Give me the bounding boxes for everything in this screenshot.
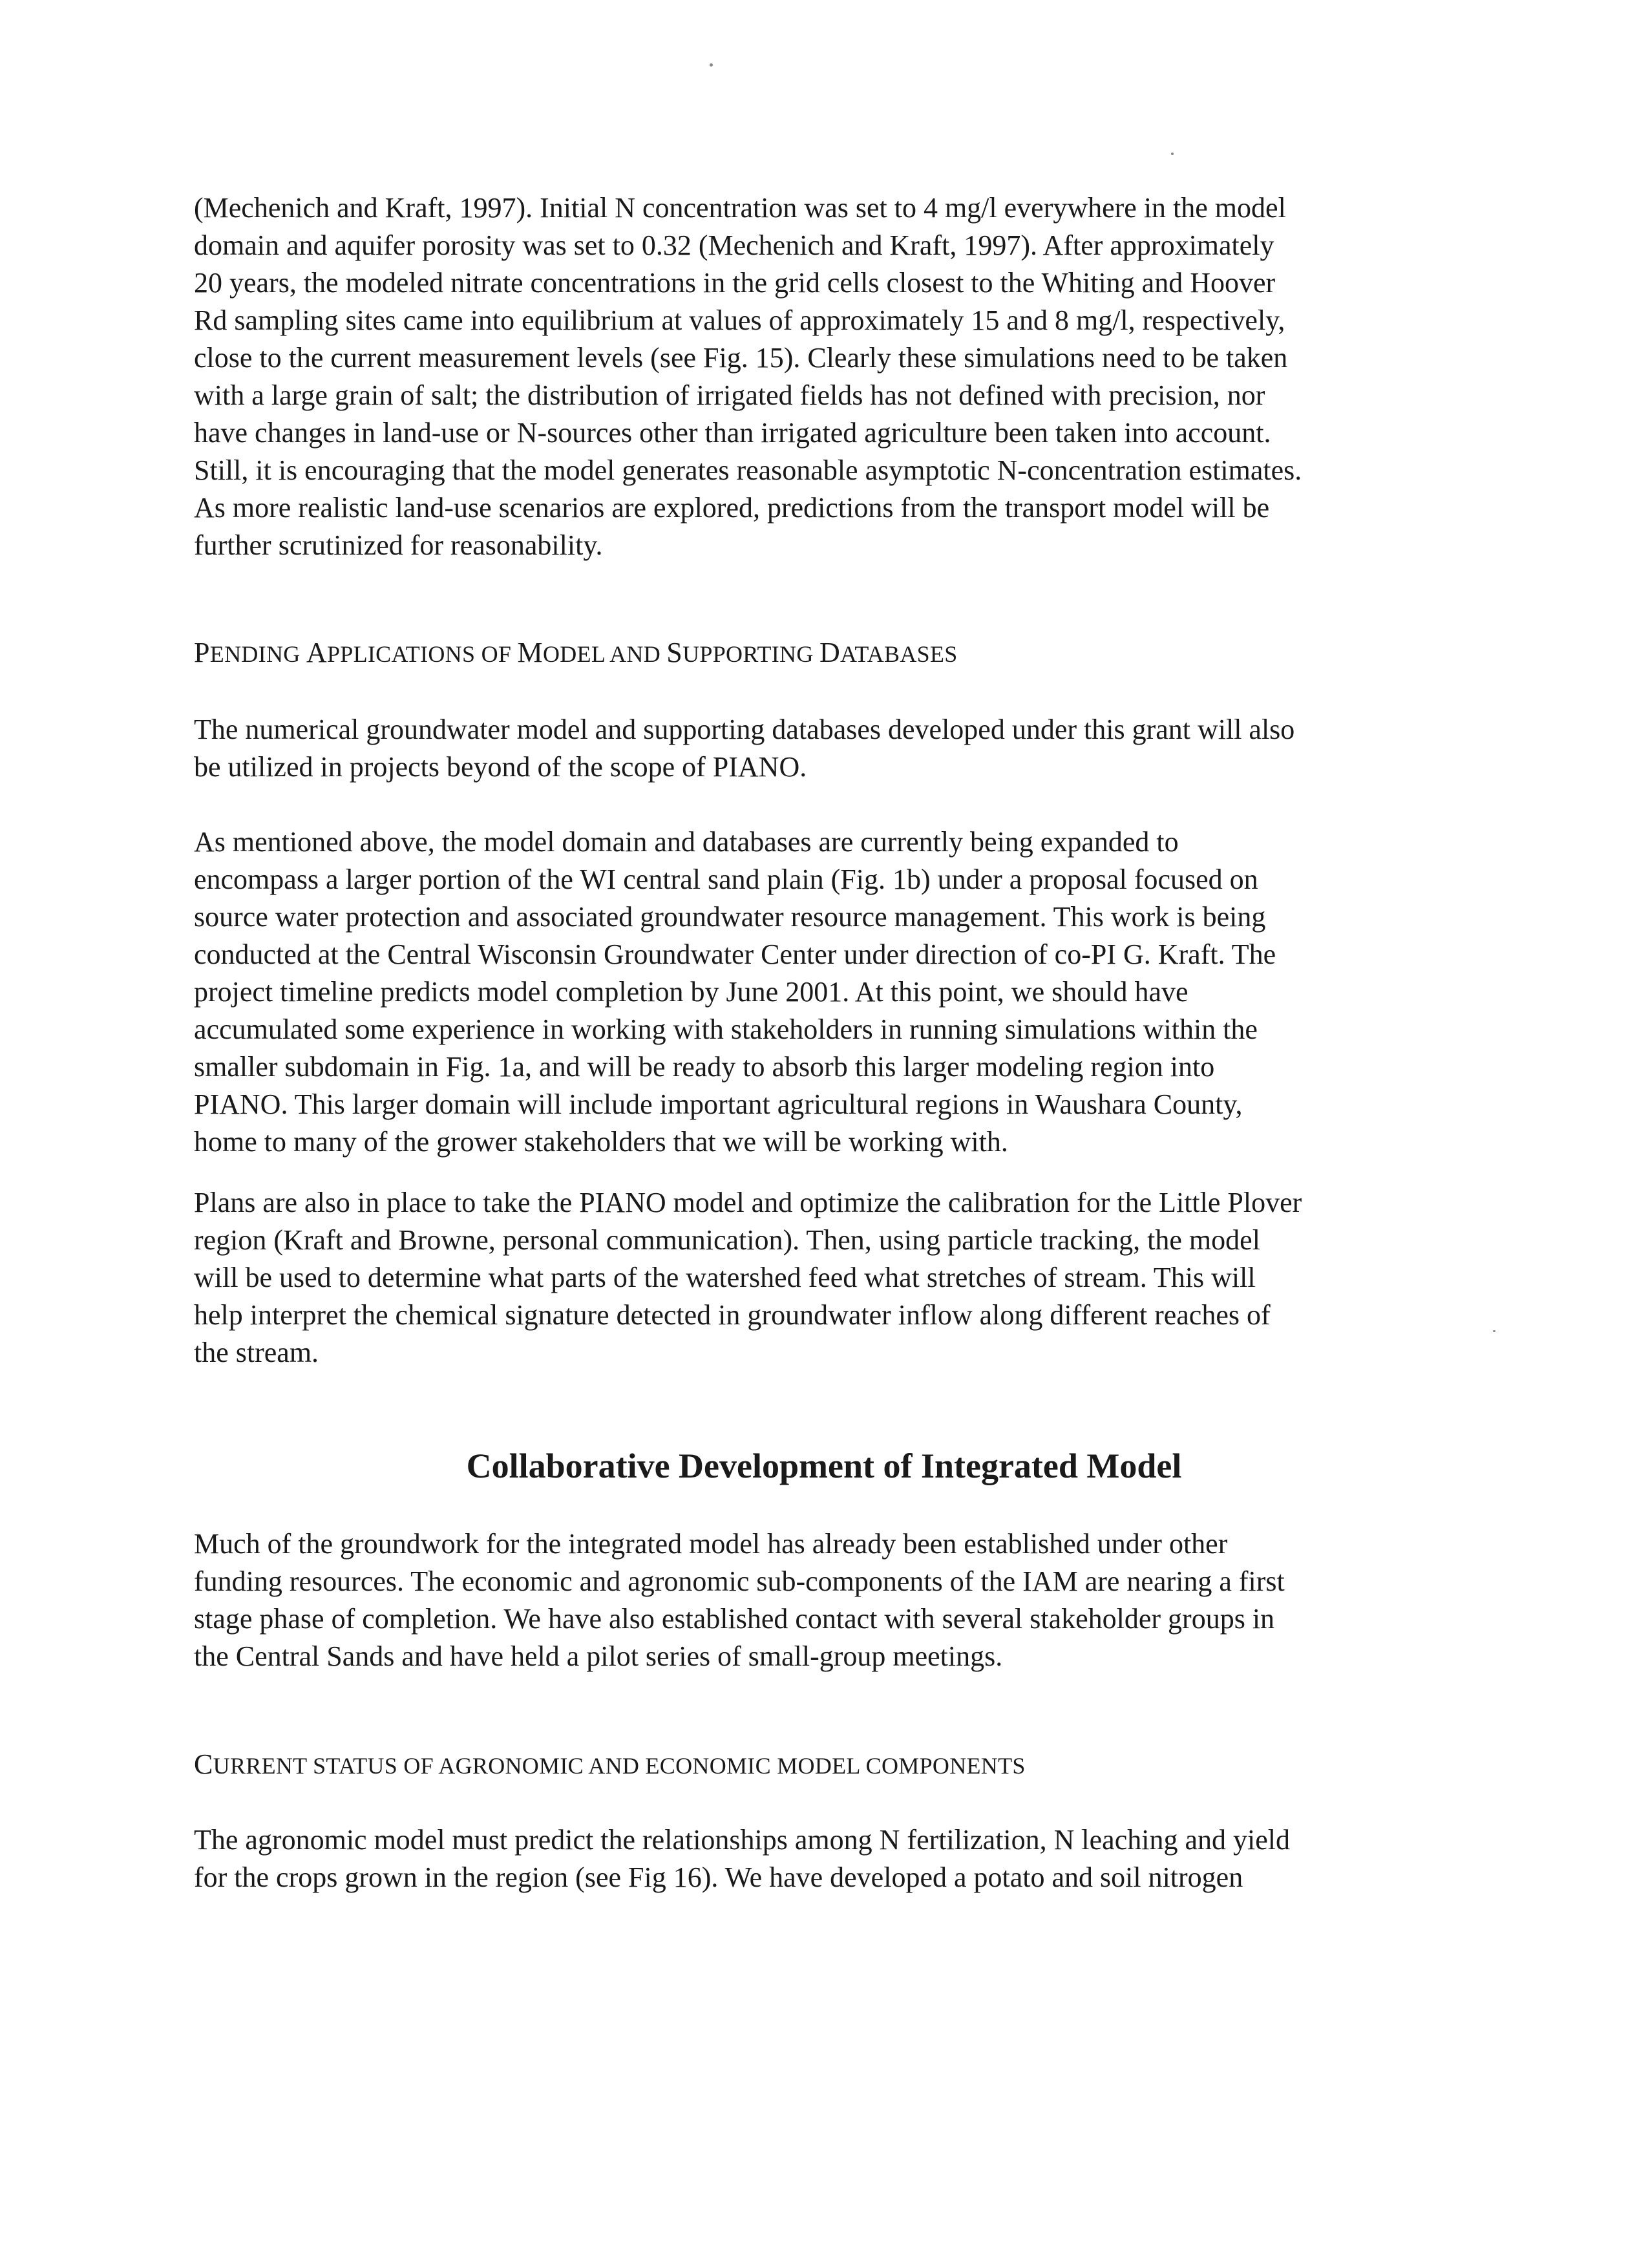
text-line: close to the current measurement levels (see Fig. 15). Clearly these simulations need to be taken	[194, 342, 1288, 374]
text-line: Rd sampling sites came into equilibrium at values of approximately 15 and 8 mg/l, respectively,	[194, 304, 1285, 336]
text-line: As more realistic land-use scenarios are explored, predictions from the transport model will be	[194, 492, 1270, 524]
text-line: with a large grain of salt; the distribution of irrigated fields has not defined with precision, nor	[194, 379, 1265, 411]
text-line: help interpret the chemical signature detected in groundwater inflow along different reaches of	[194, 1299, 1271, 1331]
paragraph-little-plover	[194, 1184, 1480, 1372]
subsection-heading-current-status: CURRENT STATUS OF AGRONOMIC AND ECONOMIC MODEL COMPONENTS	[194, 1748, 1026, 1780]
text-line: Much of the groundwork for the integrated model has already been established under other	[194, 1528, 1228, 1560]
paragraph-domain-expansion	[194, 823, 1480, 1161]
text-line: The numerical groundwater model and supporting databases developed under this grant will also	[194, 714, 1295, 745]
text-line: the stream.	[194, 1337, 319, 1368]
paragraph-utilization	[194, 711, 1480, 786]
paragraph-results	[194, 189, 1480, 564]
text-line: will be used to determine what parts of the watershed feed what stretches of stream. This will	[194, 1262, 1256, 1293]
text-line: have changes in land-use or N-sources other than irrigated agriculture been taken into account.	[194, 417, 1271, 449]
scan-speck	[1493, 1330, 1495, 1332]
scan-speck	[1171, 153, 1174, 155]
text-line: project timeline predicts model completion by June 2001. At this point, we should have	[194, 976, 1188, 1008]
text-line: source water protection and associated groundwater resource management. This work is being	[194, 901, 1266, 933]
text-line: conducted at the Central Wisconsin Groundwater Center under direction of co-PI G. Kraft. The	[194, 938, 1276, 970]
text-line: stage phase of completion. We have also established contact with several stakeholder groups in	[194, 1603, 1275, 1635]
text-line: 20 years, the modeled nitrate concentrations in the grid cells closest to the Whiting and Hoover	[194, 267, 1276, 299]
text-line: Still, it is encouraging that the model generates reasonable asymptotic N-concentration estimates.	[194, 454, 1302, 486]
text-line: smaller subdomain in Fig. 1a, and will be ready to absorb this larger modeling region into	[194, 1051, 1215, 1083]
text-line: accumulated some experience in working with stakeholders in running simulations within the	[194, 1013, 1258, 1045]
text-line: PIANO. This larger domain will include important agricultural regions in Waushara County,	[194, 1088, 1243, 1120]
paragraph-agronomic-model	[194, 1821, 1480, 1896]
text-line: Plans are also in place to take the PIANO model and optimize the calibration for the Little Plover	[194, 1187, 1302, 1218]
section-title: Collaborative Development of Integrated Model	[466, 1447, 1182, 1485]
text-line: The agronomic model must predict the relationships among N fertilization, N leaching and yield	[194, 1824, 1290, 1856]
text-line: the Central Sands and have held a pilot series of small-group meetings.	[194, 1640, 1003, 1672]
text-line: region (Kraft and Browne, personal communication). Then, using particle tracking, the model	[194, 1224, 1260, 1256]
text-line: be utilized in projects beyond of the scope of PIANO.	[194, 751, 807, 783]
text-line: As mentioned above, the model domain and databases are currently being expanded to	[194, 826, 1179, 858]
text-line: encompass a larger portion of the WI central sand plain (Fig. 1b) under a proposal focused on	[194, 864, 1258, 895]
paragraph-groundwork	[194, 1525, 1480, 1675]
subsection-heading-pending-applications: PENDING APPLICATIONS OF MODEL AND SUPPORTING DATABASES	[194, 637, 958, 668]
text-line: for the crops grown in the region (see Fig 16). We have developed a potato and soil nitrogen	[194, 1861, 1243, 1893]
text-line: (Mechenich and Kraft, 1997). Initial N concentration was set to 4 mg/l everywhere in the model	[194, 192, 1286, 224]
text-line: home to many of the grower stakeholders that we will be working with.	[194, 1126, 1008, 1158]
text-line: funding resources. The economic and agronomic sub-components of the IAM are nearing a first	[194, 1565, 1285, 1597]
text-line: further scrutinized for reasonability.	[194, 529, 603, 561]
text-line: domain and aquifer porosity was set to 0.32 (Mechenich and Kraft, 1997). After approximately	[194, 229, 1274, 261]
scan-speck	[710, 63, 713, 67]
